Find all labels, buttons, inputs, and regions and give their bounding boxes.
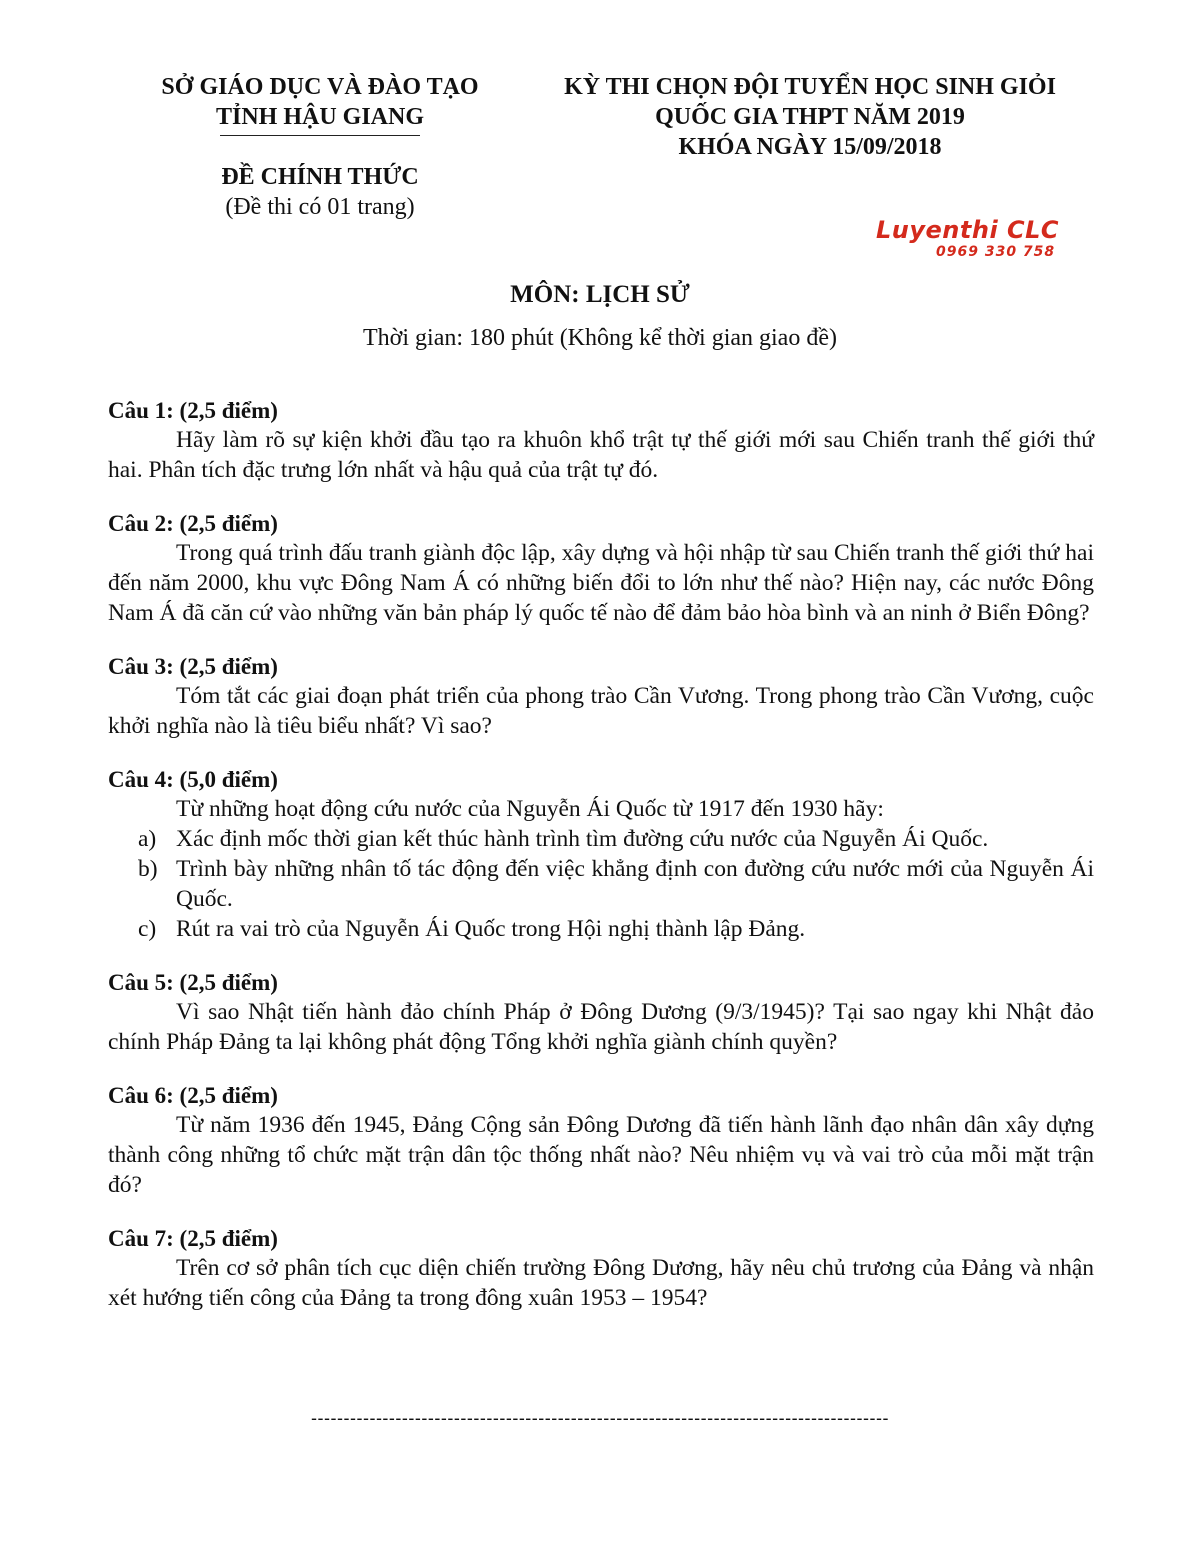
sub-question-marker: c) xyxy=(138,916,157,942)
sub-question xyxy=(108,854,1094,914)
page-count-note: (Đề thi có 01 trang) xyxy=(225,194,415,220)
brand-watermark xyxy=(876,216,1106,260)
exam-title-line-1: KỲ THI CHỌN ĐỘI TUYỂN HỌC SINH GIỎI xyxy=(564,74,1056,100)
question-text: Từ năm 1936 đến 1945, Đảng Cộng sản Đông Dương đã tiến hành lãnh đạo nhân dân xây dựng thành công những tổ chức mặt trận dân tộc thống nhất nào? Nêu nhiệm vụ và vai trò của mỗi mặt trận đó? xyxy=(108,1112,1094,1198)
question-text: Hãy làm rõ sự kiện khởi đầu tạo ra khuôn khổ trật tự thế giới mới sau Chiến tranh thế giới thứ hai. Phân tích đặc trưng lớn nhất và hậu quả của trật tự đó. xyxy=(108,427,1094,483)
question-title: Câu 1: (2,5 điểm) xyxy=(108,398,278,423)
question-title: Câu 7: (2,5 điểm) xyxy=(108,1226,278,1251)
issuer-province: TỈNH HẬU GIANG xyxy=(215,104,425,130)
official-status: ĐỀ CHÍNH THỨC xyxy=(221,164,419,190)
sub-question-text: Trình bày những nhân tố tác động đến việc khẳng định con đường cứu nước mới của Nguyễn Ái Quốc. xyxy=(176,856,1094,912)
sub-question xyxy=(108,914,1094,944)
issuer-department: SỞ GIÁO DỤC VÀ ĐÀO TẠO xyxy=(161,74,479,100)
question-title: Câu 6: (2,5 điểm) xyxy=(108,1083,278,1108)
question-text: Trên cơ sở phân tích cục diện chiến trường Đông Dương, hãy nêu chủ trương của Đảng và nhận xét hướng tiến công của Đảng ta trong đông xuân 1953 – 1954? xyxy=(108,1255,1094,1311)
question-title: Câu 5: (2,5 điểm) xyxy=(108,970,278,995)
question-text: Từ những hoạt động cứu nước của Nguyễn Ái Quốc từ 1917 đến 1930 hãy: xyxy=(176,796,884,822)
exam-date: KHÓA NGÀY 15/09/2018 xyxy=(678,134,942,160)
question-text: Tóm tắt các giai đoạn phát triển của phong trào Cần Vương. Trong phong trào Cần Vương, cuộc khởi nghĩa nào là tiêu biểu nhất? Vì sao? xyxy=(108,683,1094,739)
brand-phone: 0969 330 758 xyxy=(936,244,1056,260)
sub-question-marker: b) xyxy=(138,856,158,882)
question-2 xyxy=(108,509,1094,628)
question-6 xyxy=(108,1081,1094,1200)
exam-title-line-2: QUỐC GIA THPT NĂM 2019 xyxy=(655,104,965,130)
brand-logo-text: Luyenthi CLC xyxy=(876,216,1060,244)
question-5 xyxy=(108,968,1094,1057)
end-divider: ----------------------------------------------------------------------------------------- xyxy=(311,1408,889,1428)
issuer-block xyxy=(140,72,500,222)
question-title: Câu 4: (5,0 điểm) xyxy=(108,767,278,792)
sub-question-marker: a) xyxy=(138,826,157,852)
question-title: Câu 3: (2,5 điểm) xyxy=(108,654,278,679)
sub-question-text: Rút ra vai trò của Nguyễn Ái Quốc trong Hội nghị thành lập Đảng. xyxy=(176,916,806,942)
question-3 xyxy=(108,652,1094,741)
question-1 xyxy=(108,396,1094,485)
question-text: Trong quá trình đấu tranh giành độc lập, xây dựng và hội nhập từ sau Chiến tranh thế giới thứ hai đến năm 2000, khu vực Đông Nam Á có những biến đổi to lớn như thế nào? Hiện nay, các nước Đông Nam Á đã căn cứ vào những văn bản pháp lý quốc tế nào để đảm bảo hòa bình và an ninh ở Biển Đông? xyxy=(108,540,1094,626)
question-text: Vì sao Nhật tiến hành đảo chính Pháp ở Đông Dương (9/3/1945)? Tại sao ngay khi Nhật đảo chính Pháp Đảng ta lại không phát động Tổng khởi nghĩa giành chính quyền? xyxy=(108,999,1094,1055)
exam-duration: Thời gian: 180 phút (Không kể thời gian giao đề) xyxy=(363,325,837,351)
issuer-underline xyxy=(220,135,420,136)
question-list xyxy=(108,396,1094,1337)
question-4 xyxy=(108,765,1094,944)
subject-title: MÔN: LỊCH SỬ xyxy=(510,281,690,308)
exam-title-block xyxy=(530,72,1090,162)
sub-question-text: Xác định mốc thời gian kết thúc hành trình tìm đường cứu nước của Nguyễn Ái Quốc. xyxy=(176,826,989,852)
question-title: Câu 2: (2,5 điểm) xyxy=(108,511,278,536)
question-7 xyxy=(108,1224,1094,1313)
sub-question-list xyxy=(108,824,1094,944)
sub-question xyxy=(108,824,1094,854)
